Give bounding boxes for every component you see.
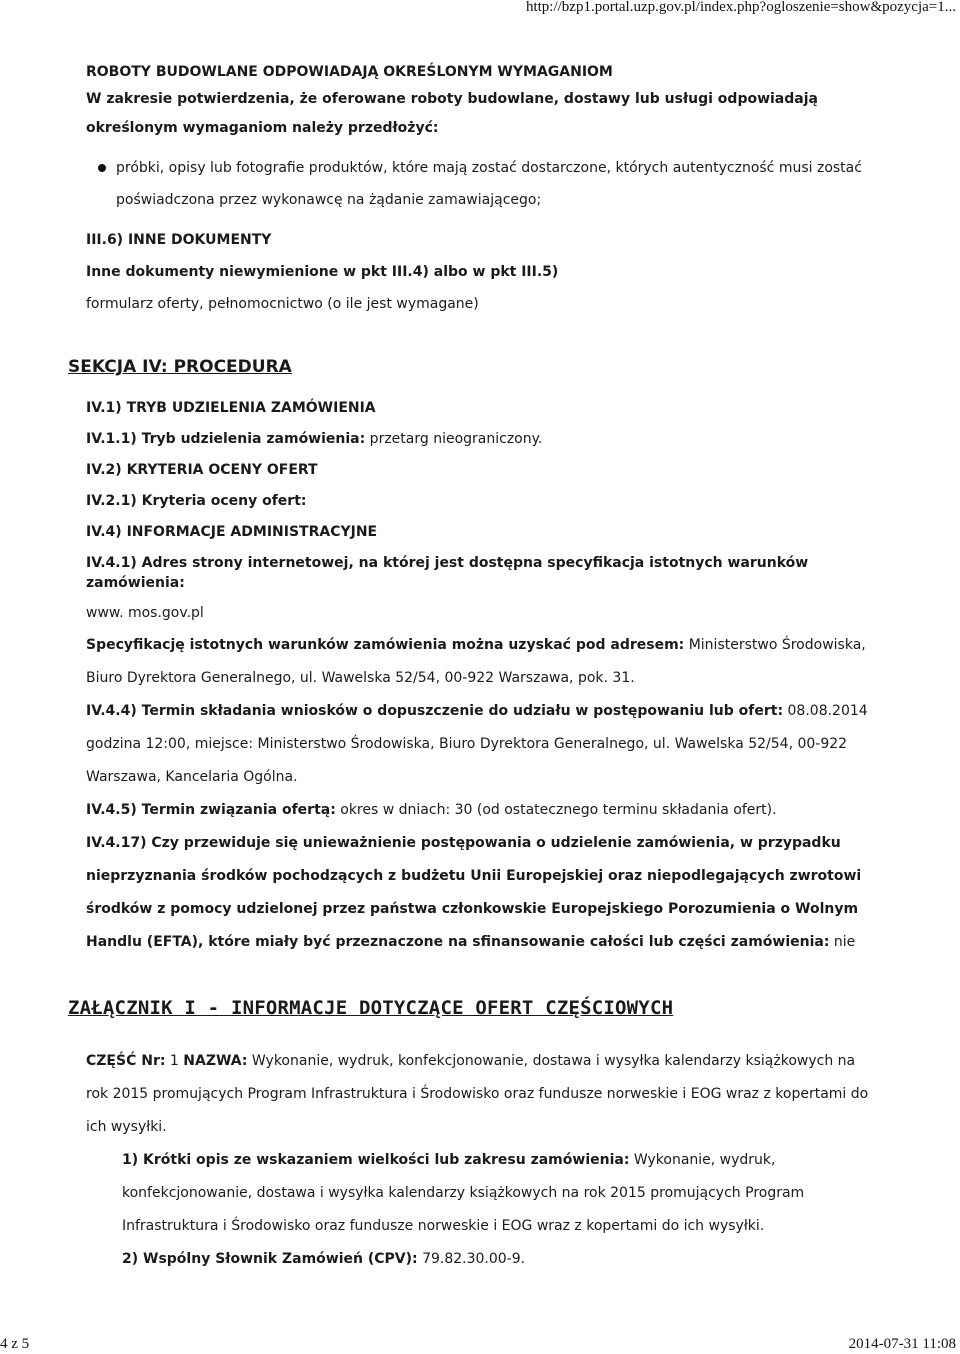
iii6-text: formularz oferty, pełnomocnictwo (o ile jest wymagane): [86, 296, 479, 312]
iv44-label: IV.4.4) Termin składania wniosków o dopuszczenie do udziału w postępowaniu lub ofert:: [86, 703, 784, 719]
document-body: [68, 62, 876, 1276]
opis-paragraph: [86, 1144, 876, 1243]
cpv-paragraph: [86, 1243, 876, 1276]
iv45-label: IV.4.5) Termin związania ofertą:: [86, 802, 336, 818]
iv44-paragraph: [86, 695, 876, 794]
iv11-label: IV.1.1) Tryb udzielenia zamówienia:: [86, 431, 366, 447]
iv11-value: przetarg nieograniczony.: [365, 431, 543, 447]
cpv-label: 2) Wspólny Słownik Zamówień (CPV):: [122, 1251, 418, 1267]
page-url: http://bzp1.portal.uzp.gov.pl/index.php?ogloszenie=show&pozycja=1...: [525, 0, 956, 15]
opis-value: Wykonanie, wydruk, konfekcjonowanie, dostawa i wysyłka kalendarzy książkowych na rok 2015 promujących Program Infrastruktura i Środowisko oraz fundusze norweskie i EOG wraz z kopertami do ich wysyłki.: [122, 1152, 805, 1234]
opis-label: 1) Krótki opis ze wskazaniem wielkości lub zakresu zamówienia:: [122, 1152, 630, 1168]
czesc-nr: 1: [165, 1053, 184, 1069]
iv45-value: okres w dniach: 30 (od ostatecznego terminu składania ofert).: [335, 802, 777, 818]
czesc-paragraph: [86, 1045, 876, 1144]
print-datetime: 2014-07-31 11:08: [848, 1336, 956, 1352]
zalacznik-heading: ZAŁĄCZNIK I - INFORMACJE DOTYCZĄCE OFERT CZĘŚCIOWYCH: [68, 997, 674, 1019]
nazwa-label: NAZWA:: [183, 1053, 248, 1069]
iv1-heading: IV.1) TRYB UDZIELENIA ZAMÓWIENIA: [86, 400, 376, 416]
iii6-subtitle: Inne dokumenty niewymienione w pkt III.4) albo w pkt III.5): [86, 264, 559, 280]
iv45-paragraph: [86, 794, 876, 827]
czesc-label: CZĘŚĆ Nr:: [86, 1053, 166, 1069]
bullet-item: [86, 152, 876, 216]
iv417-label: IV.4.17) Czy przewiduje się unieważnienie postępowania o udzielenie zamówienia, w przypadku nieprzyznania środków pochodzących z budżetu Unii Europejskiej oraz niepodlegających zwrotowi środków z pomocy udzielonej przez państwa członkowskie Europejskiego Porozumienia o Wolnym Handlu (EFTA), które miały być przeznaczone na sfinansowanie całości lub części zamówienia:: [86, 835, 862, 950]
spec-paragraph: [86, 629, 876, 695]
page-number: 4 z 5: [0, 1336, 30, 1352]
iii6-title: III.6) INNE DOKUMENTY: [86, 232, 272, 248]
iv4-heading: IV.4) INFORMACJE ADMINISTRACYJNE: [86, 524, 378, 540]
iv2-heading: IV.2) KRYTERIA OCENY OFERT: [86, 462, 318, 478]
bullet-icon: [98, 164, 106, 172]
iv44-value: 08.08.2014 godzina 12:00, miejsce: Ministerstwo Środowiska, Biuro Dyrektora Generalnego, ul. Wawelska 52/54, 00-922 Warszawa, Kancelaria Ogólna.: [86, 703, 868, 785]
spec-value: Ministerstwo Środowiska, Biuro Dyrektora Generalnego, ul. Wawelska 52/54, 00-922 Warszawa, pok. 31.: [86, 637, 866, 686]
iv41-label: IV.4.1) Adres strony internetowej, na której jest dostępna specyfikacja istotnych warunków zamówienia:: [86, 555, 809, 591]
iv417-paragraph: [86, 827, 876, 959]
spec-label: Specyfikację istotnych warunków zamówienia można uzyskać pod adresem:: [86, 637, 685, 653]
iv41-value: www. mos.gov.pl: [86, 605, 204, 621]
iv21-heading: IV.2.1) Kryteria oceny ofert:: [86, 493, 307, 509]
cpv-value: 79.82.30.00-9.: [417, 1251, 526, 1267]
iv11-line: [86, 429, 876, 449]
roboty-title: ROBOTY BUDOWLANE ODPOWIADAJĄ OKREŚLONYM WYMAGANIOM: [86, 64, 613, 80]
iv417-value: nie: [829, 934, 856, 950]
bullet-text: próbki, opisy lub fotografie produktów, które mają zostać dostarczone, których autentyczność musi zostać poświadczona przez wykonawcę na żądanie zamawiającego;: [116, 160, 862, 208]
section-iv-heading: SEKCJA IV: PROCEDURA: [68, 357, 292, 377]
roboty-text: W zakresie potwierdzenia, że oferowane roboty budowlane, dostawy lub usługi odpowiadają określonym wymaganiom należy przedłożyć:: [86, 91, 818, 136]
nazwa-value: Wykonanie, wydruk, konfekcjonowanie, dostawa i wysyłka kalendarzy książkowych na rok 2015 promujących Program Infrastruktura i Środowisko oraz fundusze norweskie i EOG wraz z kopertami do ich wysyłki.: [86, 1053, 869, 1135]
